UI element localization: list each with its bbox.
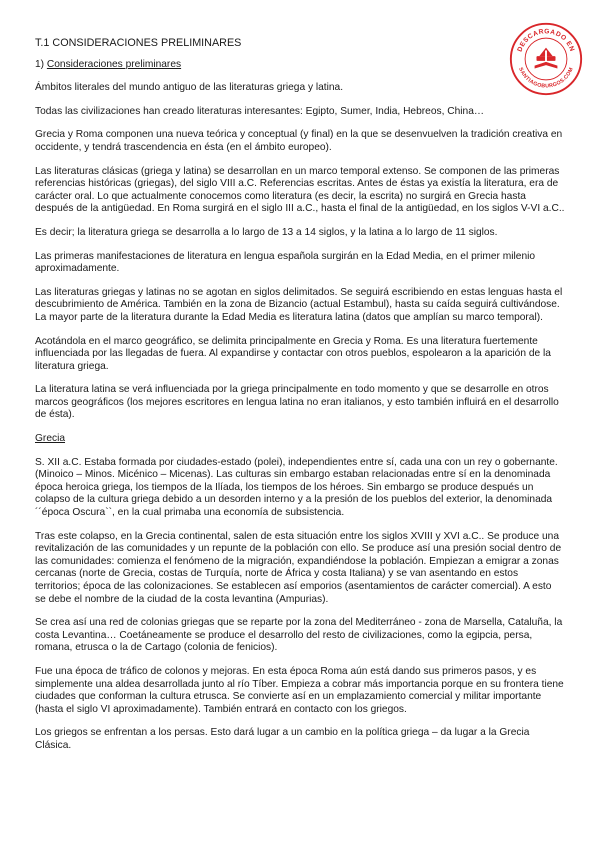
document-body bbox=[35, 37, 565, 764]
paragraph-intro: Es decir; la literatura griega se desarrolla a lo largo de 13 a 14 siglos, y la latina a lo largo de 11 siglos. bbox=[35, 226, 498, 238]
paragraph-intro: Las literaturas clásicas (griega y latina) se desarrollan en un marco temporal extenso. Se componen de las primeras referencias históricas (griegas), del siglo VIII a.C. Referencias escritas. Antes de éstas ya existía la literatura, era de carácter oral. Lo que actualmente conocemos como literatura (es decir, la escrita) no surgirá en Grecia hasta después de la antigüedad. En Roma surgirá en el siglo III a.C., hasta el final de la antigüedad, en los siglos V-VI a.C.. bbox=[35, 165, 565, 215]
paragraph-grecia: Los griegos se enfrentan a los persas. Esto dará lugar a un cambio en la política griega – da lugar a la Grecia Clásica. bbox=[35, 727, 530, 751]
paragraph-intro: Las primeras manifestaciones de literatura en lengua española surgirán en la Edad Media, en el primer milenio aproximadamente. bbox=[35, 250, 536, 275]
paragraph-intro: Las literaturas griegas y latinas no se agotan en siglos delimitados. Se seguirá escribiendo en estas lenguas hasta el descubrimiento de América. También en la zona de Bizancio (actual Estambul), hasta su caída seguirá cultivándose. La mayor parte de la literatura durante la Edad Media es literatura latina (datos que amplían su marco temporal). bbox=[35, 286, 563, 323]
paragraph-intro: Grecia y Roma componen una nueva teórica y conceptual (y final) en la que se desenvuelven la tradición creativa en occidente, y tendrá trascendencia en ésta (en el ámbito europeo). bbox=[35, 129, 563, 153]
paragraph-intro: Acotándola en el marco geográfico, se delimita principalmente en Grecia y Roma. Es una literatura fuertemente influenciada por las llegadas de fuera. Al expandirse y contactar con otros pueblos, espolearon a la aparición de la literatura griega. bbox=[35, 335, 551, 372]
paragraph-grecia: Fue una época de tráfico de colonos y mejoras. En esta época Roma aún está dando sus primeros pasos, y es simplemente una aldea desarrollada junto al río Tíber. Empieza a cobrar más importancia porque en su frontera tiene ciudades que conforman la cultura etrusca. Se convierte así en un emplazamiento comercial y militar importante (hasta el siglo VI aproximadamente). También entrará en contacto con los griegos. bbox=[35, 665, 564, 715]
grecia-heading: Grecia bbox=[35, 433, 66, 445]
stamp-text-bottom: SANTIAGOBURGOS.COM bbox=[517, 66, 575, 90]
section-title: Consideraciones preliminares bbox=[46, 58, 182, 70]
stamp-text-top: DESCARGADO EN bbox=[516, 28, 576, 53]
paragraph-grecia: Tras este colapso, en la Grecia continental, salen de esta situación entre los siglos XVIII y XVI a.C.. Se produce una revitalización de las comunidades y un repunte de la población con ello. Se produce así una presión social dentro de las comunidades: comienza el fenómeno de la migración, expandiéndose la población. Empiezan a emigrar a zonas cercanas (norte de Grecia, costas de Turquía, norte de África y costa Italiana) y se van asentando en estos territorios; época de las colonizaciones. Se establecen así emporios (asentamientos de carácter comercial). A esto se debe el nombre de la ciudad de la costa levantina (Ampurias). bbox=[35, 530, 562, 605]
paragraph-grecia: S. XII a.C. Estaba formada por ciudades-estado (polei), independientes entre sí, cada una con un rey o gobernante. (Minoico – Minos. Micénico – Micenas). Las culturas sin embargo estaban relacionadas entre sí en la denominada época heroica griega, los tiempos de la Ilíada, los tiempos de los héroes. Sin embargo se produce después un colapso de la cultura griega debido a un desorden interno y a la presión de los pueblos del exterior, la denominada ´´época Oscura``, en la cual primaba una economía de subsistencia. bbox=[35, 456, 558, 519]
paragraph-intro: Ámbitos literales del mundo antiguo de las literaturas griega y latina. bbox=[35, 82, 344, 94]
download-stamp-icon bbox=[508, 21, 584, 97]
paragraph-grecia: Se crea así una red de colonias griegas que se reparte por la zona del Mediterráneo - zona de Marsella, Cataluña, la costa Levantina… Coetáneamente se produce el desarrollo del resto de civilizaciones, como la egipcia, persa, romana, etrusca o la de Cartago (colonia de fenicios). bbox=[35, 617, 563, 654]
section-heading bbox=[35, 59, 565, 72]
section-number: 1) bbox=[35, 58, 47, 70]
stamp-emblem bbox=[535, 48, 558, 69]
document-title: T.1 CONSIDERACIONES PRELIMINARES bbox=[35, 37, 242, 49]
svg-text:SANTIAGOBURGOS.COM bbox=[517, 66, 575, 89]
paragraph-intro: Todas las civilizaciones han creado literaturas interesantes: Egipto, Sumer, India, Hebreos, China… bbox=[35, 105, 485, 117]
paragraph-intro: La literatura latina se verá influenciada por la griega principalmente en todo momento y que se desarrolle en otros marcos geográficos (los mejores escritores en lengua latina no eran italianos, y esto también influirá en el desarrollo de ésta). bbox=[35, 384, 559, 421]
